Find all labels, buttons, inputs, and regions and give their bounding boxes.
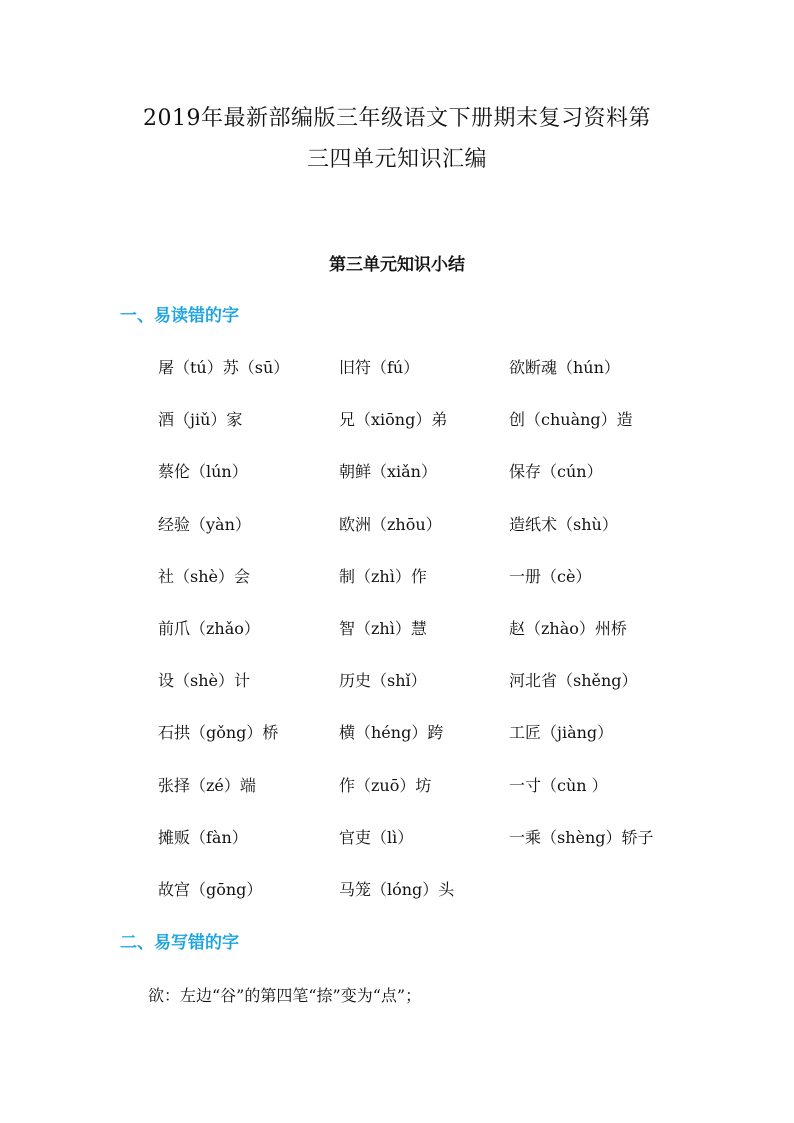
word-item: 兄（xiōng）弟 [339,410,448,430]
grid-row [158,408,718,460]
word-item: 一乘（shèng）轿子 [509,827,654,847]
grid-row [158,513,718,565]
grid-row [158,356,718,408]
word-item: 马笼（lóng）头 [339,879,455,899]
word-item: 朝鲜（xiǎn） [339,462,437,482]
word-item: 欲断魂（hún） [509,358,620,377]
word-item: 社（shè）会 [158,566,250,586]
word-item: 智（zhì）慧 [339,618,427,638]
section-heading-misread-characters: 一、易读错的字 [120,306,239,326]
unit-subtitle: 第三单元知识小结 [329,255,465,275]
word-item: 前爪（zhǎo） [158,618,260,638]
word-item: 工匠（jiàng） [509,723,614,743]
word-item: 经验（yàn） [158,514,251,534]
word-item: 横（héng）跨 [339,723,444,743]
word-item: 屠（tú）苏（sū） [158,358,290,377]
word-item: 官吏（lì） [339,827,414,847]
word-item: 设（shè）计 [158,671,250,691]
word-item: 酒（jiǔ）家 [158,410,243,430]
word-item: 一寸（cùn ） [509,775,608,795]
word-item: 创（chuàng）造 [509,410,633,430]
word-item: 故宫（gōng） [158,879,263,899]
word-item: 摊贩（fàn） [158,827,248,847]
word-item: 欧洲（zhōu） [339,514,442,534]
word-item: 赵（zhào）州桥 [509,618,627,638]
word-item: 一册（cè） [509,566,592,586]
grid-row [158,460,718,512]
word-item: 张择（zé）端 [158,775,256,795]
document-title-line-1: 2019年最新部编版三年级语文下册期末复习资料第 [143,106,651,131]
word-item: 作（zuō）坊 [339,775,432,795]
word-item: 旧符（fú） [339,358,420,377]
section-heading-miswritten-characters: 二、易写错的字 [120,933,239,953]
grid-row [158,826,718,878]
word-item: 造纸术（shù） [509,514,618,534]
grid-row [158,669,718,721]
word-item: 保存（cún） [509,462,603,482]
grid-row [158,774,718,826]
grid-row [158,565,718,617]
word-item: 制（zhì）作 [339,566,427,586]
word-item: 河北省（shěng） [509,671,638,691]
writing-note: 欲：左边“谷”的第四笔“捺”变为“点”； [148,986,422,1005]
grid-row [158,617,718,669]
document-title-line-2: 三四单元知识汇编 [306,147,487,172]
misread-characters-grid [158,356,718,930]
word-item: 蔡伦（lún） [158,462,248,482]
word-item: 石拱（gǒng）桥 [158,723,279,743]
grid-row [158,721,718,773]
grid-row [158,878,718,930]
word-item: 历史（shǐ） [339,671,427,691]
